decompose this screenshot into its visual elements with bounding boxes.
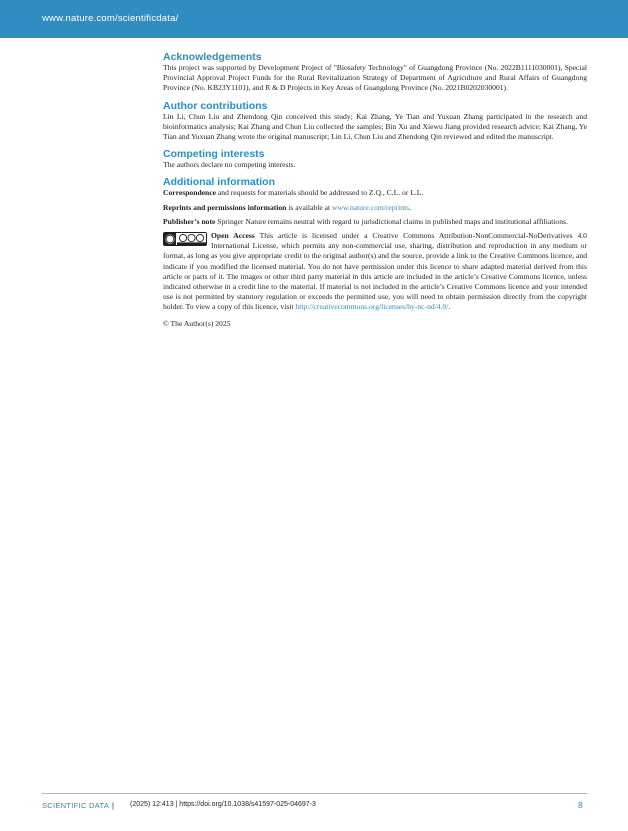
page-number: 8 (578, 800, 583, 810)
correspondence-note (163, 188, 587, 198)
publisher-note-text: Springer Nature remains neutral with regard to jurisdictional claims in published maps and institutional affiliations. (215, 216, 568, 226)
open-access-body: This article is licensed under a Creative Commons Attribution-NonCommercial-NoDerivatives 4.0 International License, which permits any non-commercial use, sharing, distribution and reproduction in any medium or format, as long as you give appropriate credit to the original author(s) and the source, provide a link to the Creative Commons licence, and indicate if you modified the licensed material. You do not have permission under this licence to share adapted material derived from this article or parts of it. The images or other third party material in this article are included in the article’s Creative Commons licence, unless indicated otherwise in a credit line to the material. If material is not included in the article’s Creative Commons licence and your intended use is not permitted by statutory regulation or exceeds the permitted use, you will need to obtain permission directly from the copyright holder. To view a copy of this licence, visit (163, 231, 587, 312)
footer-separator: | (112, 801, 114, 810)
cc-by-nc-nd-license-icon[interactable] (163, 232, 207, 246)
journal-url[interactable]: www.nature.com/scientificdata/ (42, 13, 179, 24)
additional-information-section (163, 176, 587, 227)
journal-header-bar (0, 0, 628, 38)
footer-divider (42, 793, 587, 794)
acknowledgements-heading: Acknowledgements (163, 51, 262, 63)
author-contributions-text: Lin Li, Chun Liu and Zhendong Qin conceived this study; Kai Zhang, Ye Tian and Yuxuan Zhang participated in the research and bioinformatics analysis; Kai Zhang and Chun Liu collected the samples; Bin Xu and Xiewu Jiang provided research advice; Kai Zhang, Ye Tian and Yuxuan Zhang wrote the original manuscript; Lin Li, Chun Liu and Zhendong Qin reviewed and edited the manuscript. (163, 111, 587, 142)
copyright-notice: © The Author(s) 2025 (163, 318, 231, 328)
author-contributions-section (163, 100, 587, 143)
reprints-note (163, 203, 587, 213)
publisher-note-label: Publisher’s note (163, 216, 216, 226)
open-access-section (163, 231, 587, 313)
footer-journal-name: SCIENTIFIC DATA (42, 801, 110, 810)
competing-interests-text: The authors declare no competing interests. (163, 160, 296, 170)
open-access-text (163, 231, 587, 313)
additional-information-heading: Additional information (163, 176, 275, 189)
reprints-label: Reprints and permissions information (163, 202, 287, 212)
reprints-end: . (409, 202, 411, 212)
competing-interests-heading: Competing interests (163, 148, 265, 161)
page-footer (0, 793, 628, 831)
footer-citation[interactable]: (2025) 12:413 | https://doi.org/10.1038/s41597-025-04697-3 (130, 801, 316, 808)
acknowledgements-text: This project was supported by Development Project of "Biosafety Technology" of Guangdong Province (No. 2022B1111030001), Special Provincial Approval Project Funds for the Rural Revitalization Strategy of Department of Agriculture and Rural Affairs of Guangdong Province (No. KB23Y1101), and R & D Projects in Key Areas of Guangdong Province (No. 2021B0202030001). (163, 63, 587, 93)
open-access-end: . (448, 302, 451, 312)
competing-interests-section (163, 148, 587, 170)
reprints-text: is available at (286, 202, 332, 212)
reprints-link[interactable]: www.nature.com/reprints (331, 202, 410, 212)
correspondence-text: and requests for materials should be addressed to Z.Q., C.L. or L.L. (216, 188, 424, 198)
author-contributions-heading: Author contributions (163, 99, 268, 112)
acknowledgements-section (163, 51, 587, 94)
publisher-note (163, 217, 587, 227)
license-link[interactable]: http://creativecommons.org/licenses/by-nc-nd/4.0/ (295, 302, 449, 312)
correspondence-label: Correspondence (163, 188, 217, 198)
article-back-matter (163, 51, 587, 329)
open-access-label: Open Access (211, 231, 255, 241)
